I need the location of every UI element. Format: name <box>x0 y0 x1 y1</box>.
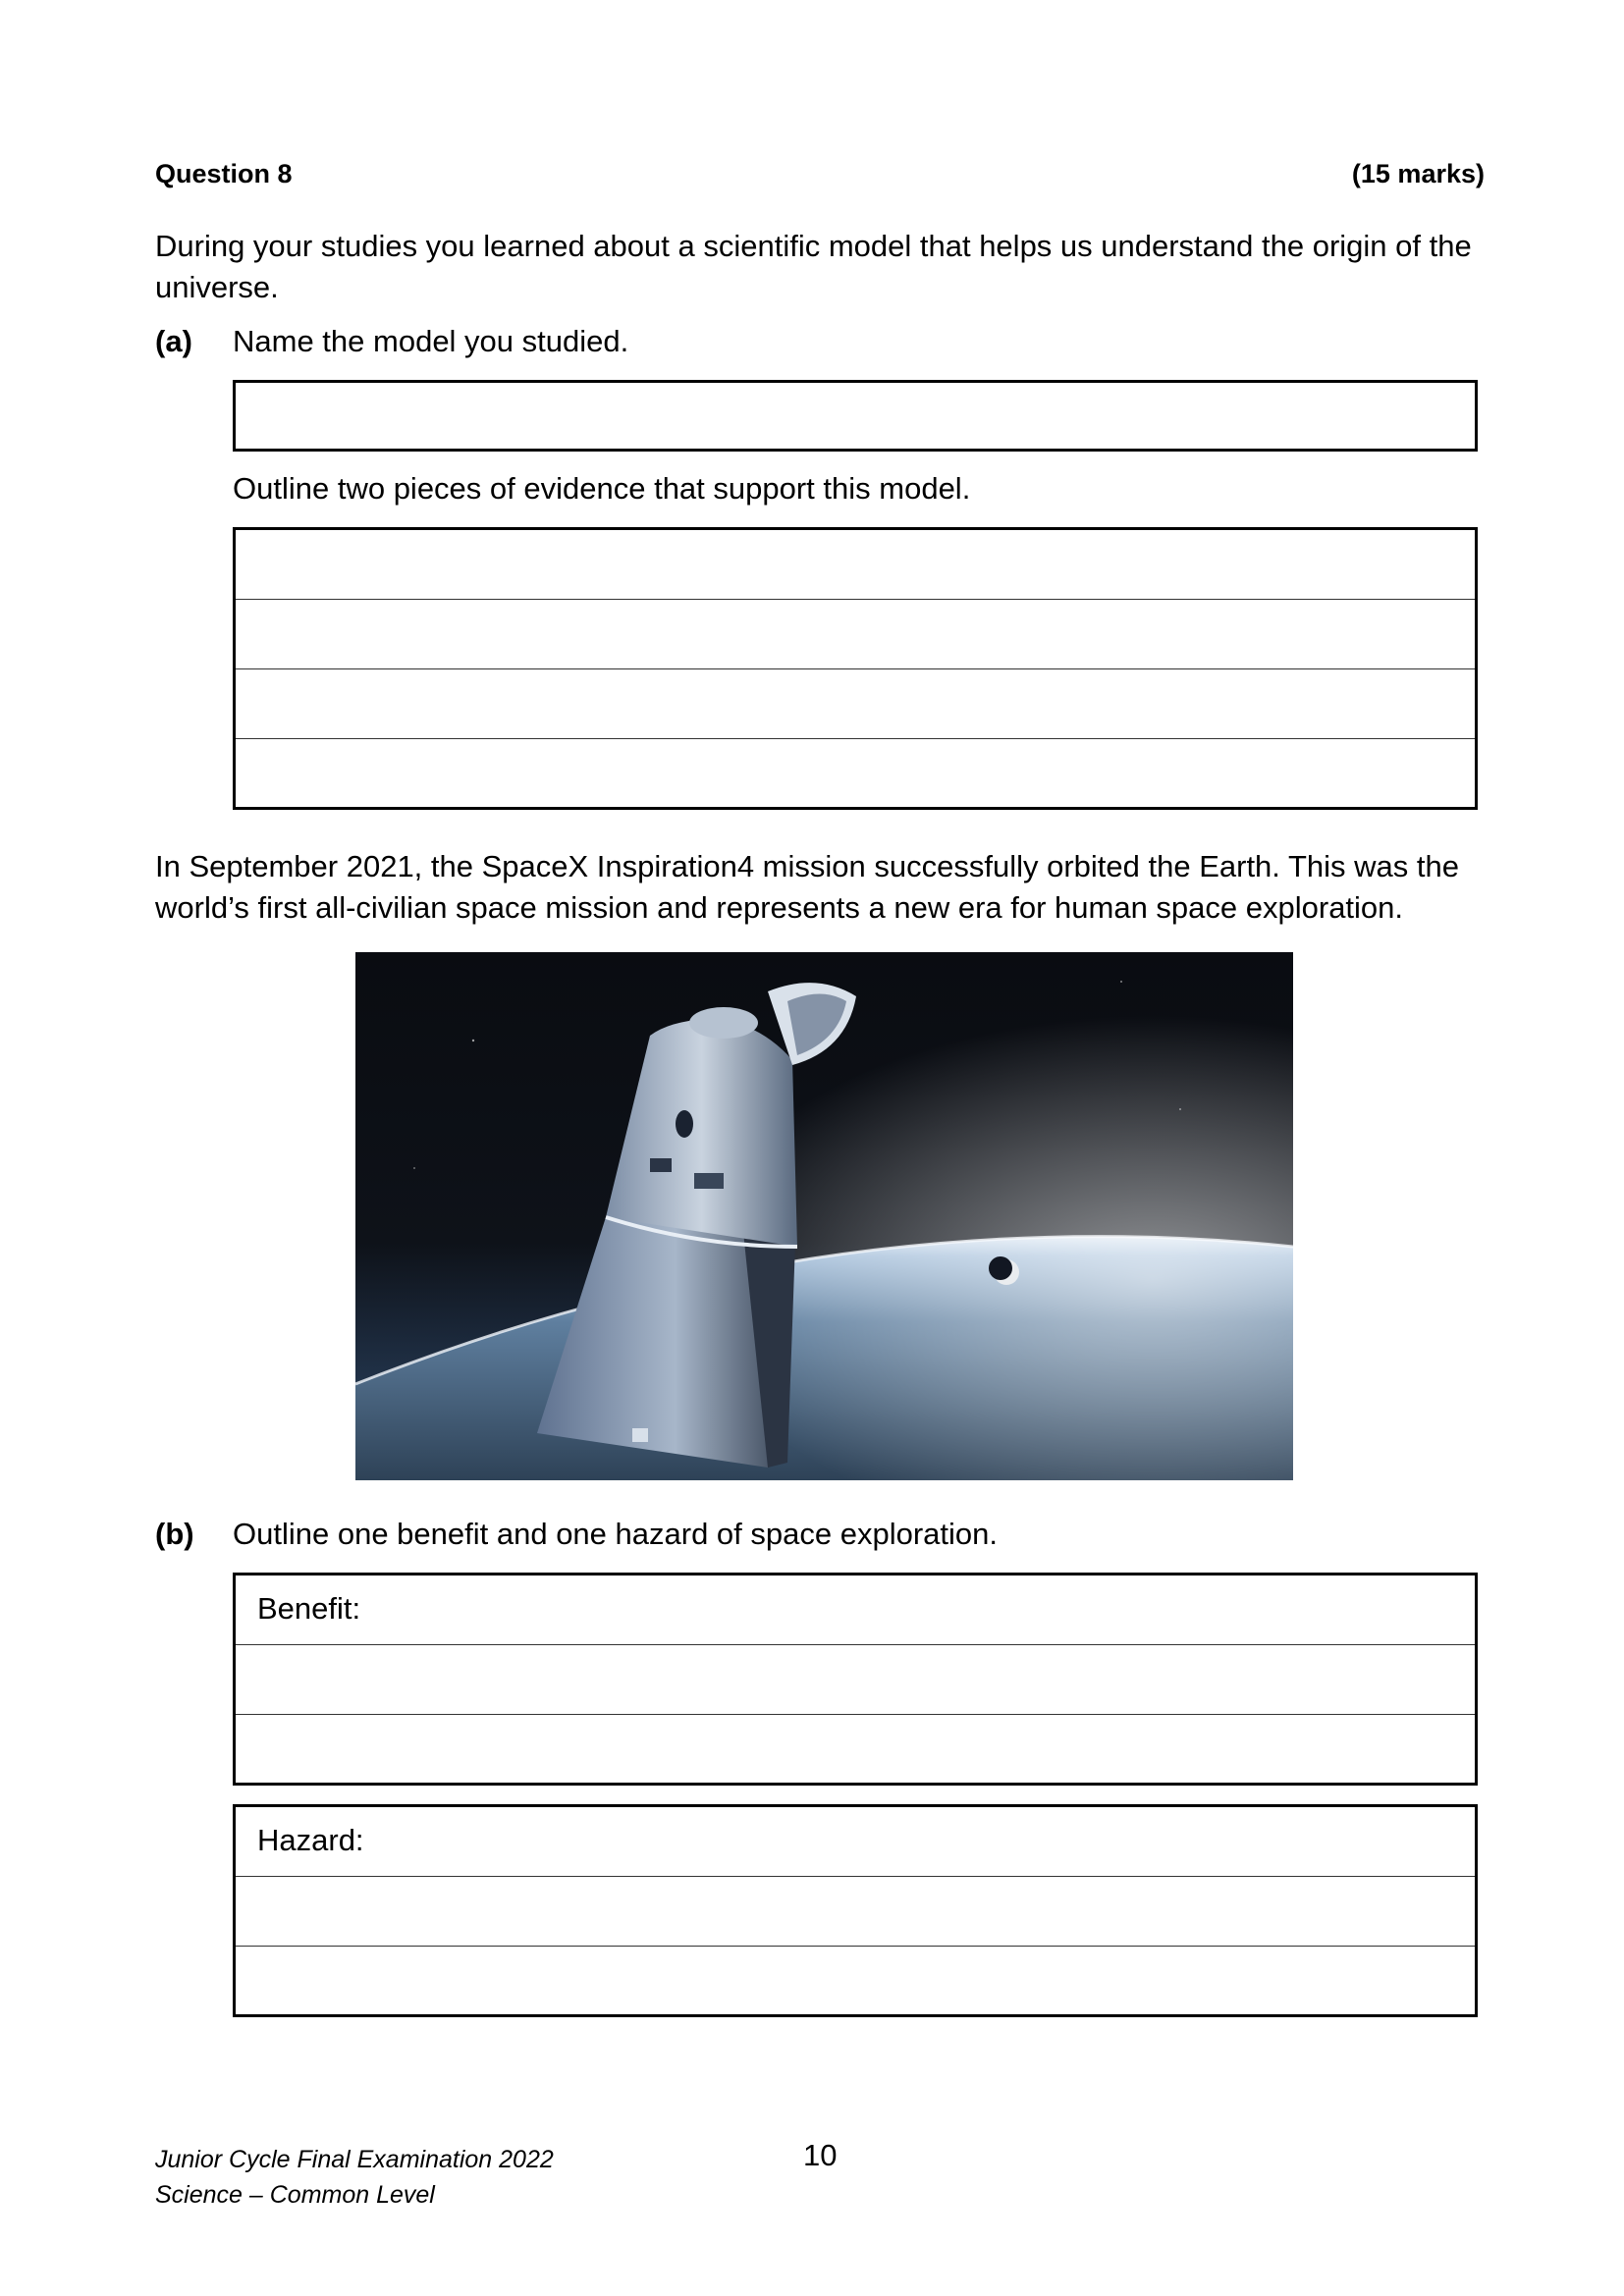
hazard-label-row <box>236 1807 1475 1877</box>
mission-text: In September 2021, the SpaceX Inspiration4 mission successfully orbited the Earth. This was the world’s first all-civilian space mission and represents a new era for human space exploration. <box>155 849 1459 925</box>
model-answer-box[interactable] <box>233 380 1478 452</box>
spacex-capsule-photo <box>355 952 1293 1480</box>
answer-line[interactable] <box>236 1877 1475 1947</box>
hazard-label: Hazard: <box>257 1823 364 1857</box>
hazard-answer-box[interactable] <box>233 1804 1478 2017</box>
intro-text: During your studies you learned about a scientific model that helps us understand the origin of the universe. <box>155 229 1472 304</box>
benefit-answer-box[interactable] <box>233 1573 1478 1786</box>
question-title: Question 8 <box>155 159 293 188</box>
page-number: 10 <box>803 2138 838 2172</box>
footer-exam-info <box>155 2142 554 2213</box>
answer-line[interactable] <box>236 530 1475 600</box>
part-a-followup: Outline two pieces of evidence that support this model. <box>233 471 971 506</box>
part-a-label: (a) <box>155 324 192 358</box>
part-a-prompt: Name the model you studied. <box>233 324 629 358</box>
answer-line[interactable] <box>236 383 1475 449</box>
answer-line[interactable] <box>236 1645 1475 1715</box>
part-b-prompt: Outline one benefit and one hazard of space exploration. <box>233 1517 998 1551</box>
footer-line-2: Science – Common Level <box>155 2181 435 2209</box>
question-marks: (15 marks) <box>1351 159 1485 188</box>
answer-line[interactable] <box>236 739 1475 809</box>
part-b-label: (b) <box>155 1517 194 1551</box>
benefit-label-row <box>236 1575 1475 1645</box>
answer-line[interactable] <box>236 1715 1475 1785</box>
footer-line-1: Junior Cycle Final Examination 2022 <box>155 2146 554 2173</box>
evidence-answer-box[interactable] <box>233 527 1478 810</box>
answer-line[interactable] <box>236 600 1475 669</box>
benefit-label: Benefit: <box>257 1591 361 1626</box>
answer-line[interactable] <box>236 1947 1475 2016</box>
answer-line[interactable] <box>236 669 1475 739</box>
